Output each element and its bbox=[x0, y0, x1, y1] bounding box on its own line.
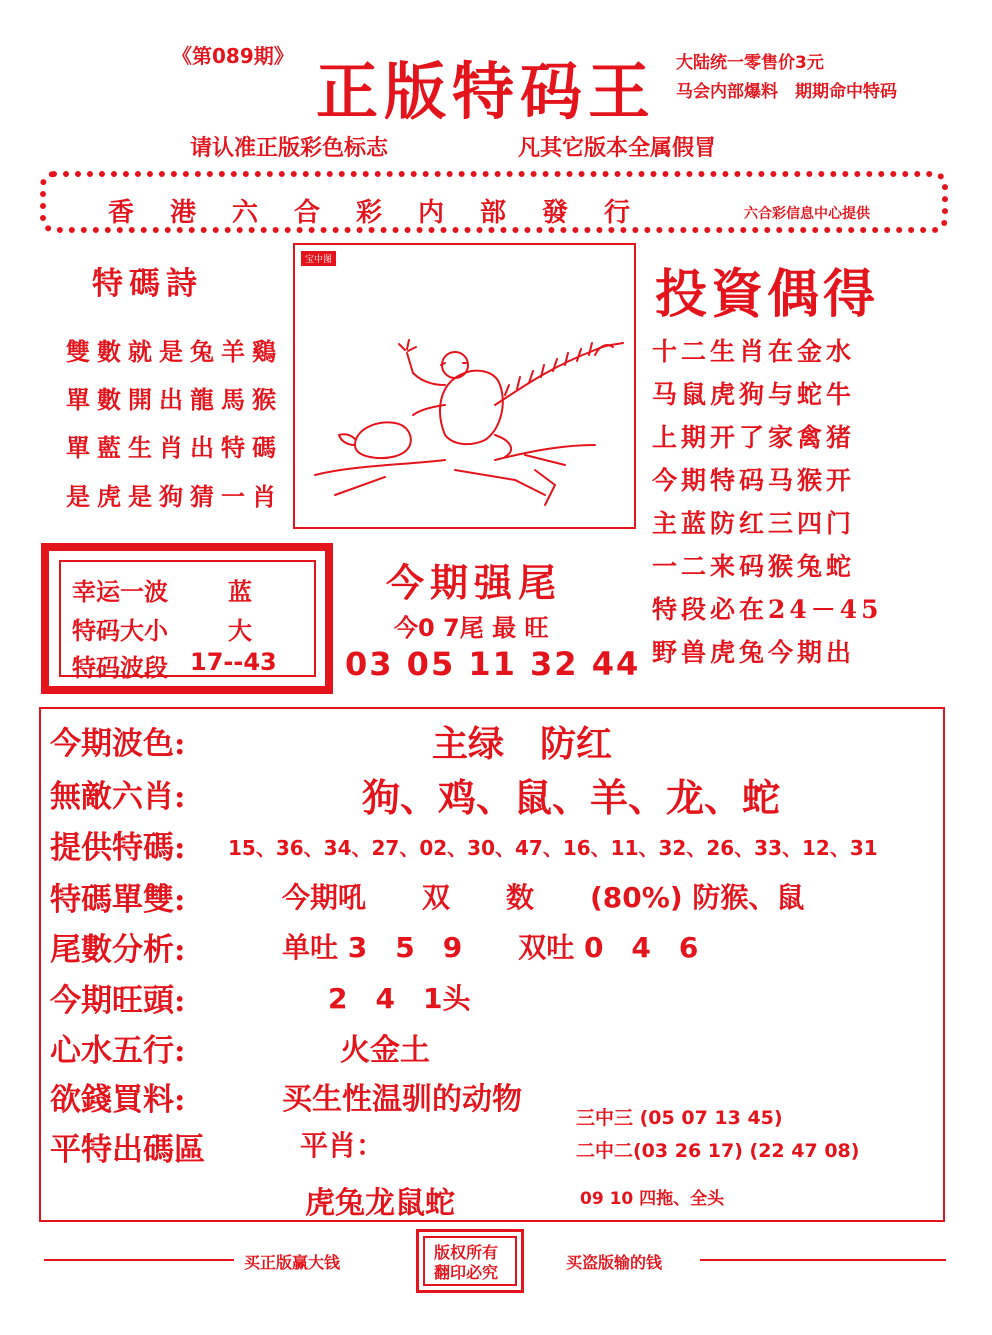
issue-number: 《第089期》 bbox=[172, 44, 294, 68]
flat-sub-label: 平肖： bbox=[300, 1129, 385, 1162]
color-label: 今期波色: bbox=[50, 726, 186, 762]
poem-title: 特碼詩 bbox=[92, 266, 203, 302]
odd-even-value: 今期吼 双 数 (80%) 防猴、鼠 bbox=[282, 881, 805, 914]
invest-line: 上期开了家禽猪 bbox=[652, 423, 856, 452]
invest-line: 一二来码猴兔蛇 bbox=[652, 552, 856, 581]
footer-left: 买正版赢大钱 bbox=[244, 1253, 341, 1272]
notice-left: 请认准正版彩色标志 bbox=[190, 136, 389, 161]
lucky-size-label: 特码大小 bbox=[72, 617, 168, 645]
monkey-drawing bbox=[293, 243, 636, 529]
copyright-line-2: 翻印必究 bbox=[434, 1263, 499, 1282]
lucky-size-value: 大 bbox=[228, 617, 252, 645]
invest-line: 特段必在24－45 bbox=[652, 595, 883, 624]
page-title: 正版特码王 bbox=[316, 55, 657, 128]
tail-analysis-value: 单吐 3 5 9 双吐 0 4 6 bbox=[282, 931, 699, 964]
price-text: 大陆统一零售价3元 bbox=[676, 53, 824, 73]
invest-line: 野兽虎兔今期出 bbox=[652, 638, 856, 667]
four-hit: 09 10 四拖、全头 bbox=[580, 1189, 725, 1209]
special-label: 提供特碼: bbox=[50, 830, 186, 866]
poem-line: 單數開出龍馬猴 bbox=[66, 385, 283, 414]
lucky-wave-value: 蓝 bbox=[228, 578, 252, 606]
color-value: 主绿 防红 bbox=[432, 724, 613, 765]
tagline-text: 马会内部爆料 期期命中特码 bbox=[676, 82, 897, 102]
banner-text: 香港六合彩内部發行 bbox=[108, 198, 667, 228]
lucky-wave-label: 幸运一波 bbox=[72, 578, 168, 606]
tail-subtitle: 今0 7尾 最 旺 bbox=[394, 614, 549, 642]
poem-line: 單藍生肖出特碼 bbox=[66, 433, 283, 462]
invest-line: 今期特码马猴开 bbox=[652, 466, 856, 495]
notice-right: 凡其它版本全属假冒 bbox=[518, 136, 717, 161]
footer-right: 买盗版输的钱 bbox=[566, 1253, 663, 1272]
picture-label: 宝中图 bbox=[301, 251, 336, 266]
footer-rule-left bbox=[44, 1259, 234, 1261]
tail-title: 今期强尾 bbox=[386, 560, 563, 605]
footer-rule-right bbox=[700, 1259, 946, 1261]
copyright-line-1: 版权所有 bbox=[434, 1243, 499, 1262]
two-hit: 二中二(03 26 17) (22 47 08) bbox=[576, 1140, 860, 1162]
head-label: 今期旺頭: bbox=[50, 983, 186, 1019]
tail-analysis-label: 尾數分析: bbox=[50, 932, 186, 968]
three-hit: 三中三 (05 07 13 45) bbox=[576, 1107, 783, 1129]
head-value: 2 4 1头 bbox=[328, 982, 471, 1015]
monkey-icon bbox=[295, 245, 634, 527]
invest-title: 投資偶得 bbox=[655, 264, 880, 325]
lucky-range-value: 17--43 bbox=[190, 648, 277, 676]
banner-credit: 六合彩信息中心提供 bbox=[744, 206, 870, 222]
lucky-range-label: 特码波段 bbox=[72, 654, 168, 682]
flat-label: 平特出碼區 bbox=[50, 1132, 205, 1168]
six-label: 無敵六肖: bbox=[50, 779, 186, 815]
buy-value: 买生性温驯的动物 bbox=[282, 1082, 522, 1117]
six-value: 狗、鸡、鼠、羊、龙、蛇 bbox=[362, 776, 781, 820]
invest-line: 主蓝防红三四门 bbox=[652, 509, 856, 538]
invest-line: 马鼠虎狗与蛇牛 bbox=[652, 380, 856, 409]
buy-label: 欲錢買料: bbox=[50, 1082, 186, 1118]
invest-line: 十二生肖在金水 bbox=[652, 337, 856, 366]
poem-line: 是虎是狗猜一肖 bbox=[66, 482, 283, 511]
tail-numbers: 03 05 11 32 44 bbox=[345, 645, 641, 683]
special-value: 15、36、34、27、02、30、47、16、11、32、26、33、12、31 bbox=[228, 836, 878, 860]
poem-line: 雙數就是兔羊鷄 bbox=[66, 337, 283, 366]
odd-even-label: 特碼單雙: bbox=[50, 882, 186, 918]
element-label: 心水五行: bbox=[50, 1033, 186, 1069]
element-value: 火金土 bbox=[340, 1033, 430, 1068]
flat-value: 虎兔龙鼠蛇 bbox=[305, 1186, 455, 1221]
